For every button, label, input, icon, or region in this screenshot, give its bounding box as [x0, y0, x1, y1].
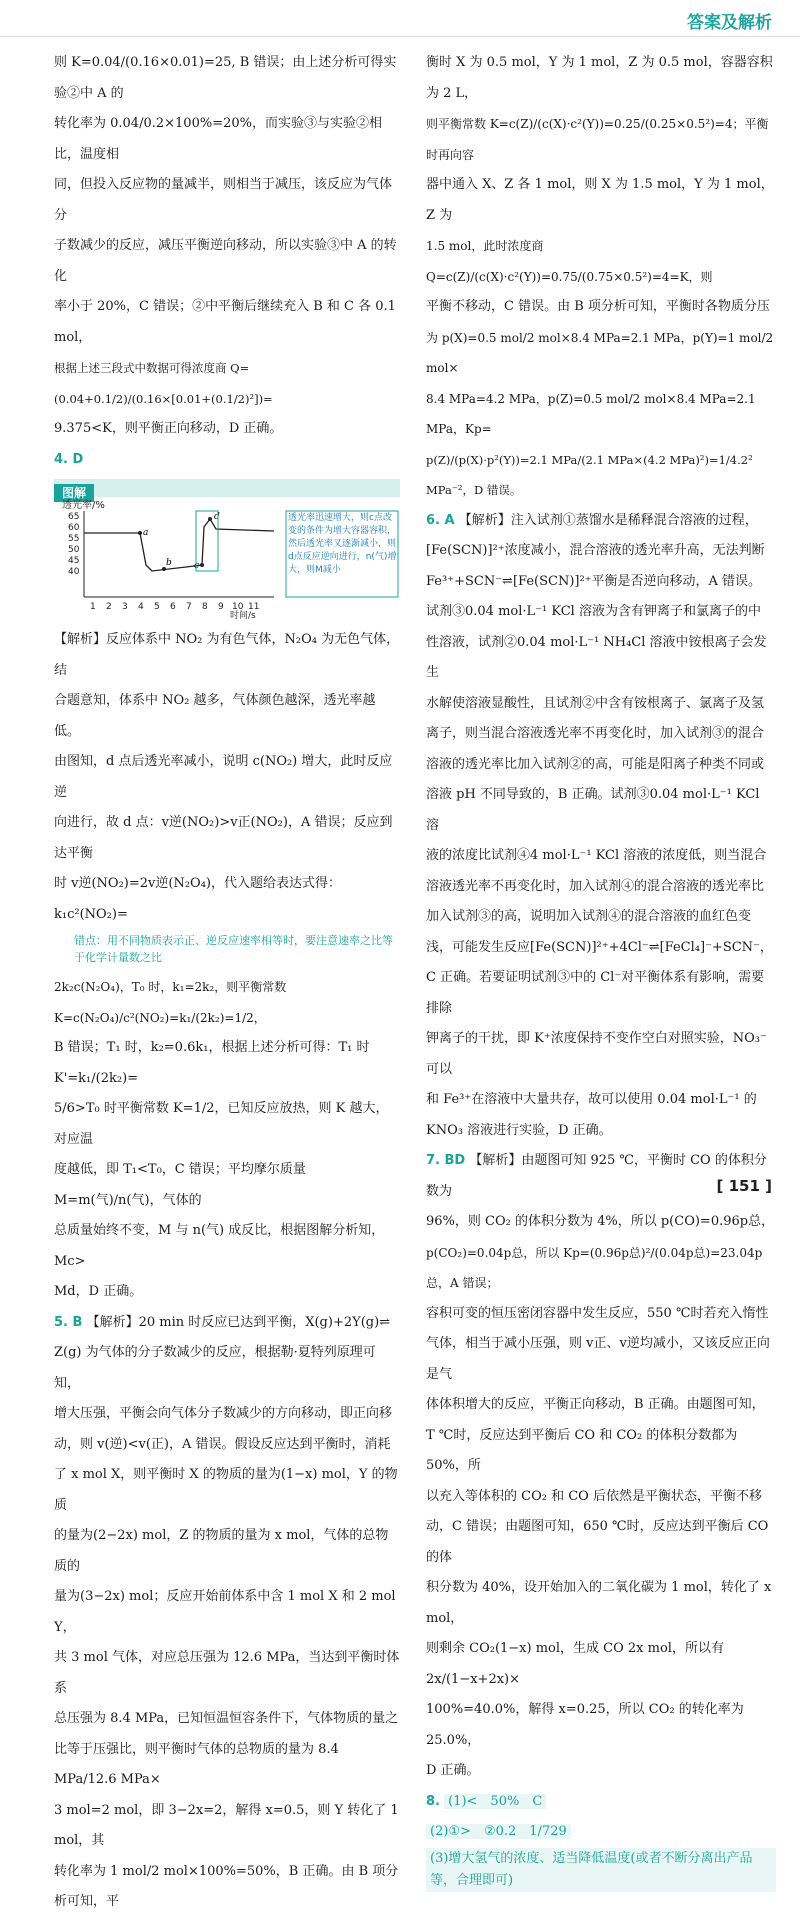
- text-line: 转化率为 1 mol/2 mol×100%=50%，B 正确。由 B 项分析可知，平: [54, 1863, 399, 1909]
- text-line: 9.375<K，则平衡正向移动，D 正确。: [54, 421, 283, 436]
- svg-text:55: 55: [68, 534, 80, 544]
- text-line: 加入试剂③的高，说明加入试剂④的混合溶液的血红色变: [426, 909, 752, 924]
- svg-text:50: 50: [68, 545, 80, 555]
- figure-note: 透光率迅速增大，则c点改变的条件为增大容器容积，然后透光率又逐渐减小，则d点反应逆向进行，n(气)增大，则M减小: [288, 513, 397, 575]
- text-line: Md，D 正确。: [54, 1284, 143, 1299]
- x-axis-label: 时间/s: [230, 611, 256, 619]
- svg-text:10: 10: [232, 602, 244, 612]
- svg-text:6: 6: [170, 602, 176, 612]
- text-line: 由图知，d 点后透光率减小，说明 c(NO₂) 增大，此时反应逆: [54, 754, 393, 800]
- text-line: 【解析】反应体系中 NO₂ 为有色气体，N₂O₄ 为无色气体，结: [54, 632, 400, 678]
- y-axis-label: 透光率/%: [62, 500, 105, 511]
- text-line: 水解使溶液显酸性，且试剂②中含有铵根离子、氯离子及氢: [426, 695, 765, 711]
- text-line: p(CO₂)=0.04p总，所以 Kp=(0.96p总)²/(0.04p总)=23.04p总，A 错误；: [426, 1245, 763, 1290]
- answer-line: (2)①> ②0.2 1/729: [426, 1824, 571, 1839]
- text-line: 向进行，故 d 点：v逆(NO₂)>v正(NO₂)，A 错误；反应到达平衡: [54, 815, 393, 861]
- figure-label: 图解: [54, 484, 94, 502]
- text-line: 浅，可能发生反应[Fe(SCN)]²⁺+4Cl⁻⇌[FeCl₄]⁻+SCN⁻，: [426, 939, 773, 955]
- svg-text:1: 1: [90, 602, 96, 612]
- text-line: 器中通入 X、Z 各 1 mol，则 X 为 1.5 mol，Y 为 1 mol，Z 为: [426, 177, 774, 223]
- text-line: Fe³⁺+SCN⁻⇌[Fe(SCN)]²⁺平衡是否逆向移动，A 错误。: [426, 573, 762, 589]
- text-line: 平衡不移动，C 错误。由 B 项分析可知，平衡时各物质分压: [426, 299, 770, 314]
- text-line: 5/6>T₀ 时平衡常数 K=1/2，已知反应放热，则 K 越大，对应温: [54, 1101, 389, 1147]
- text-line: 3 mol=2 mol，即 3−2x=2，解得 x=0.5，则 Y 转化了 1 mol，其: [54, 1802, 399, 1848]
- text-line: 量为(3−2x) mol；反应开始前体系中含 1 mol X 和 2 mol Y，: [54, 1589, 396, 1635]
- text-line: 【解析】由题图可知 925 ℃，平衡时 CO 的体积分数为: [426, 1153, 767, 1199]
- text-line: 总压强为 8.4 MPa，已知恒温恒容条件下，气体物质的量之: [54, 1711, 399, 1726]
- figure-transmittance: [54, 479, 400, 619]
- text-line: [Fe(SCN)]²⁺浓度减小，混合溶液的透光率升高，无法判断: [426, 543, 765, 558]
- svg-text:b: b: [166, 558, 172, 568]
- text-line: 动，C 错误；由题图可知，650 ℃时，反应达到平衡后 CO 的体: [426, 1519, 769, 1565]
- text-line: 性溶液，试剂②0.04 mol·L⁻¹ NH₄Cl 溶液中铵根离子会发生: [426, 634, 767, 680]
- answer-line: (3)增大氢气的浓度、适当降低温度(或者不断分离出产品: [426, 1848, 776, 1870]
- question-number: 5. B: [54, 1314, 83, 1330]
- answer-line: 等，合理即可): [426, 1870, 776, 1892]
- question-number: 6. A: [426, 512, 455, 528]
- text-line: 共 3 mol 气体，对应总压强为 12.6 MPa，当达到平衡时体系: [54, 1650, 400, 1696]
- text-line: 时 v逆(NO₂)=2v逆(N₂O₄)，代入题给表达式得：k₁c²(NO₂)=: [54, 876, 341, 922]
- text-line: 率小于 20%，C 错误；②中平衡后继续充入 B 和 C 各 0.1 mol，: [54, 299, 396, 345]
- text-line: 增大压强，平衡会向气体分子数减少的方向移动，即正向移: [54, 1406, 393, 1421]
- page-number-value: 151: [728, 1177, 760, 1195]
- svg-text:c: c: [194, 561, 200, 571]
- text-line: 动，则 v(逆)<v(正)，A 错误。假设反应达到平衡时，消耗: [54, 1436, 391, 1452]
- header-divider: [0, 36, 800, 37]
- text-line: 合题意知，体系中 NO₂ 越多，气体颜色越深，透光率越低。: [54, 693, 376, 739]
- text-line: 的量为(2−2x) mol，Z 的物质的量为 x mol，气体的总物质的: [54, 1528, 389, 1574]
- text-line: 度越低，即 T₁<T₀，C 错误；平均摩尔质量 M=m(气)/n(气)，气体的: [54, 1162, 306, 1208]
- svg-text:3: 3: [122, 602, 128, 612]
- text-line: 衡时 X 为 0.5 mol，Y 为 1 mol，Z 为 0.5 mol，容器容积为 2 L，: [426, 55, 773, 101]
- text-line: p(Z)/(p(X)·p²(Y))=2.1 MPa/(2.1 MPa×(4.2 MPa)²)=1/4.2² MPa⁻²，D 错误。: [426, 452, 753, 497]
- header-title: 答案及解析: [687, 13, 772, 33]
- text-line: 溶液的透光率比加入试剂②的高，可能是阳离子种类不同或: [426, 756, 765, 772]
- text-line: 了 x mol X，则平衡时 X 的物质的量为(1−x) mol，Y 的物质: [54, 1467, 398, 1513]
- text-line: 以充入等体积的 CO₂ 和 CO 后依然是平衡状态，平衡不移: [426, 1488, 762, 1504]
- text-line: 则 K=0.04/(0.16×0.01)=25, B 错误；由上述分析可得实验②中 A 的: [54, 55, 397, 101]
- transmittance-chart: [54, 497, 400, 619]
- text-line: 和 Fe³⁺在溶液中大量共存，故可以使用 0.04 mol·L⁻¹ 的: [426, 1092, 757, 1107]
- svg-text:5: 5: [154, 602, 160, 612]
- text-line: 【解析】注入试剂①蒸馏水是稀释混合溶液的过程，: [458, 512, 758, 528]
- text-line: 为 p(X)=0.5 mol/2 mol×8.4 MPa=2.1 MPa，p(Y)=1 mol/2 mol×: [426, 330, 774, 375]
- text-line: 转化率为 0.04/0.2×100%=20%，而实验③与实验②相比，温度相: [54, 116, 382, 162]
- svg-text:4: 4: [138, 602, 144, 612]
- text-line: 试剂③0.04 mol·L⁻¹ KCl 溶液为含有钾离子和氯离子的中: [426, 604, 761, 619]
- svg-text:60: 60: [68, 523, 80, 533]
- text-line: KNO₃ 溶液进行实验，D 正确。: [426, 1122, 612, 1138]
- text-line: 容积可变的恒压密闭容器中发生反应，550 ℃时若充入惰性: [426, 1305, 769, 1321]
- text-line: 【解析】20 min 时反应已达到平衡，X(g)+2Y(g)⇌: [86, 1314, 391, 1330]
- text-line: 100%=40.0%，解得 x=0.25，所以 CO₂ 的转化率为 25.0%，: [426, 1702, 744, 1748]
- text-line: 根据上述三段式中数据可得浓度商 Q=(0.04+0.1/2)/(0.16×[0.01+(0.1/2)²])=: [54, 361, 273, 406]
- text-line: 同，但投入反应物的量减半，则相当于减压，该反应为气体分: [54, 177, 393, 223]
- warning-note: 错点：用不同物质表示正、逆反应速率相等时，要注意速率之比等于化学计量数之比: [74, 934, 393, 964]
- text-line: 96%，则 CO₂ 的体积分数为 4%，所以 p(CO)=0.96p总，: [426, 1214, 775, 1229]
- text-line: Z(g) 为气体的分子数减少的反应，根据勒·夏特列原理可知，: [54, 1345, 376, 1391]
- text-line: 液的浓度比试剂④4 mol·L⁻¹ KCl 溶液的浓度低，则当混合: [426, 848, 767, 863]
- text-line: 体体积增大的反应，平衡正向移动，B 正确。由题图可知，: [426, 1397, 765, 1412]
- svg-text:11: 11: [248, 602, 260, 612]
- text-line: 溶液 pH 不同导致的，B 正确。试剂③0.04 mol·L⁻¹ KCl 溶: [426, 787, 760, 833]
- svg-text:2: 2: [106, 602, 112, 612]
- svg-text:9: 9: [218, 602, 224, 612]
- text-line: 总质量始终不变，M 与 n(气) 成反比，根据图解分析知，Mc>: [54, 1223, 385, 1269]
- svg-text:45: 45: [68, 556, 80, 566]
- question-number: 4. D: [54, 451, 84, 467]
- text-line: T ℃时，反应达到平衡后 CO 和 CO₂ 的体积分数都为 50%，所: [426, 1427, 738, 1473]
- text-line: D 正确。: [426, 1763, 480, 1778]
- question-number: 7. BD: [426, 1153, 466, 1168]
- left-column: [54, 48, 400, 1918]
- svg-text:d: d: [214, 512, 220, 522]
- svg-text:40: 40: [68, 567, 80, 577]
- text-line: 钾离子的干扰，即 K⁺浓度保持不变作空白对照实验，NO₃⁻可以: [426, 1031, 767, 1077]
- text-line: C 正确。若要证明试剂③中的 Cl⁻对平衡体系有影响，需要排除: [426, 970, 765, 1016]
- right-column: [426, 48, 776, 1892]
- text-line: 则平衡常数 K=c(Z)/(c(X)·c²(Y))=0.25/(0.25×0.5²)=4；平衡时再向容: [426, 117, 769, 162]
- svg-text:7: 7: [186, 602, 192, 612]
- text-line: 积分数为 40%，设开始加入的二氧化碳为 1 mol，转化了 x mol，: [426, 1580, 772, 1626]
- text-line: 8.4 MPa=4.2 MPa，p(Z)=0.5 mol/2 mol×8.4 MPa=2.1 MPa，Kp=: [426, 391, 756, 436]
- page-number: [ 151 ]: [716, 1177, 772, 1195]
- text-line: 则剩余 CO₂(1−x) mol，生成 CO 2x mol，所以有 2x/(1−x+2x)×: [426, 1641, 724, 1687]
- svg-text:a: a: [143, 528, 149, 538]
- text-line: 1.5 mol，此时浓度商 Q=c(Z)/(c(X)·c²(Y))=0.75/(0.75×0.5²)=4=K，则: [426, 239, 713, 284]
- text-line: 2k₂c(N₂O₄)，T₀ 时，k₁=2k₂，则平衡常数 K=c(N₂O₄)/c²(NO₂)=k₁/(2k₂)=1/2，: [54, 980, 287, 1025]
- text-line: 离子，则当混合溶液透光率不再变化时，加入试剂③的混合: [426, 726, 765, 741]
- question-number: 8.: [426, 1793, 440, 1809]
- text-line: 溶液透光率不再变化时，加入试剂④的混合溶液的透光率比: [426, 878, 765, 894]
- answer-line: (1)< 50% C: [444, 1794, 546, 1809]
- text-line: 子数减少的反应，减压平衡逆向移动，所以实验③中 A 的转化: [54, 238, 397, 284]
- text-line: 气体，相当于减小压强，则 v正、v逆均减小，又该反应正向是气: [426, 1336, 770, 1382]
- svg-text:65: 65: [68, 512, 80, 522]
- text-line: 比等于压强比，则平衡时气体的总物质的量为 8.4 MPa/12.6 MPa×: [54, 1741, 339, 1787]
- svg-text:8: 8: [202, 602, 208, 612]
- text-line: B 错误；T₁ 时，k₂=0.6k₁，根据上述分析可得：T₁ 时 K'=k₁/(2k₂)=: [54, 1040, 370, 1086]
